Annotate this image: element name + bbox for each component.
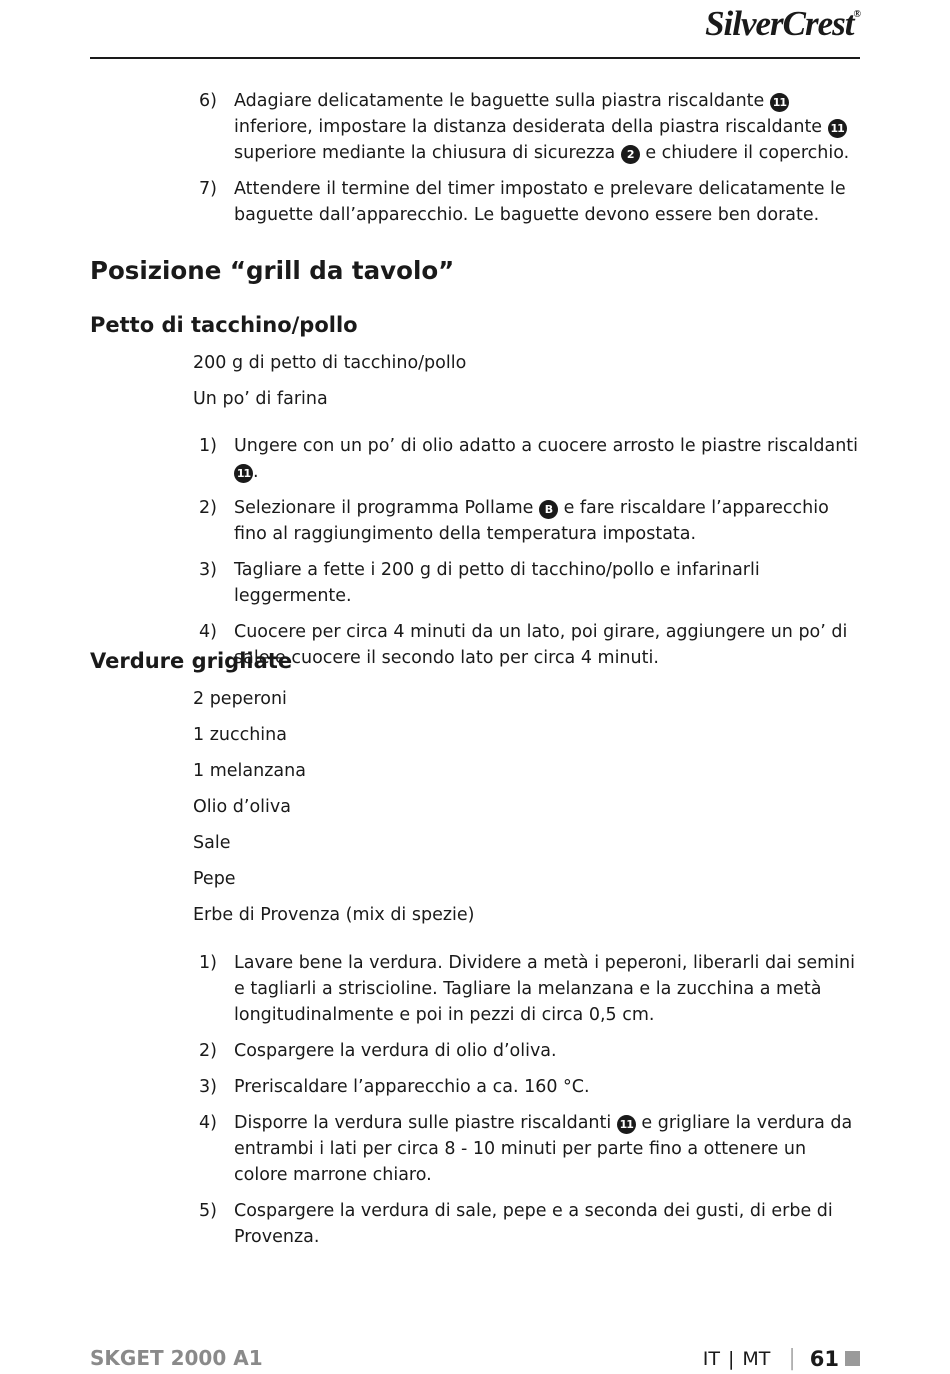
step-number: 1) bbox=[199, 953, 217, 973]
page-separator: | bbox=[788, 1346, 796, 1371]
step-text: Tagliare a fette i 200 g di petto di tacchino/pollo e infarinarli leggermente. bbox=[234, 560, 760, 606]
step-number: 3) bbox=[199, 560, 217, 580]
step-number: 5) bbox=[199, 1201, 217, 1221]
list-item: 1) Ungere con un po’ di olio adatto a cuocere arrosto le piastre riscaldanti 11 . bbox=[0, 433, 858, 485]
step-text: Cospargere la verdura di sale, pepe e a seconda dei gusti, di erbe di Provenza. bbox=[234, 1201, 833, 1247]
language-code: MT bbox=[742, 1347, 771, 1370]
step-number: 2) bbox=[199, 1041, 217, 1061]
page-marker-square bbox=[845, 1351, 860, 1366]
footer-page-info bbox=[703, 1346, 860, 1371]
intro-steps bbox=[0, 88, 950, 238]
program-badge: B bbox=[539, 500, 558, 519]
step-text: Cuocere per circa 4 minuti da un lato, poi girare, aggiungere un po’ di sale e cuocere il secondo lato per circa 4 minuti. bbox=[234, 622, 848, 668]
veggies-title: Verdure grigliate bbox=[90, 649, 293, 673]
turkey-title: Petto di tacchino/pollo bbox=[90, 313, 358, 337]
step-number: 2) bbox=[199, 498, 217, 518]
list-item: 6) Adagiare delicatamente le baguette sulla piastra riscaldante 11 inferiore, impostare la distanza desiderata della piastra riscaldante 11 superiore mediante la chiusura di sicurezza 2 e chiudere il coperchio. bbox=[0, 88, 858, 166]
page-number: 61 bbox=[809, 1346, 839, 1371]
veggies-ingredients bbox=[193, 686, 475, 938]
step-number: 4) bbox=[199, 1113, 217, 1133]
step-text: Preriscaldare l’apparecchio a ca. 160 °C. bbox=[234, 1077, 590, 1097]
ingredient: Pepe bbox=[193, 869, 236, 889]
turkey-steps bbox=[0, 433, 950, 681]
list-item bbox=[0, 557, 858, 609]
ingredient: Olio d’oliva bbox=[193, 797, 291, 817]
veggies-steps bbox=[0, 950, 950, 1260]
registered-mark: ® bbox=[853, 9, 860, 20]
part-number-badge: 11 bbox=[770, 93, 789, 112]
step-number: 1) bbox=[199, 436, 217, 456]
ingredient: Sale bbox=[193, 833, 231, 853]
ingredient: 1 melanzana bbox=[193, 761, 306, 781]
list-item bbox=[0, 950, 858, 1028]
list-item: 2) Selezionare il programma Pollame B e fare riscaldare l’apparecchio fino al raggiungimento della temperatura impostata. bbox=[0, 495, 858, 547]
ingredient: 200 g di petto di tacchino/pollo bbox=[193, 353, 467, 373]
list-item bbox=[0, 176, 858, 228]
ingredient: 1 zucchina bbox=[193, 725, 287, 745]
step-number: 7) bbox=[199, 179, 217, 199]
brand-logo-text: SilverCrest bbox=[705, 4, 854, 43]
part-number-badge: 2 bbox=[621, 145, 640, 164]
list-item bbox=[0, 1198, 858, 1250]
ingredient: Un po’ di farina bbox=[193, 389, 328, 409]
ingredient: Erbe di Provenza (mix di spezie) bbox=[193, 905, 475, 925]
header-rule bbox=[90, 57, 860, 59]
step-text: Cospargere la verdura di olio d’oliva. bbox=[234, 1041, 557, 1061]
step-text: Attendere il termine del timer impostato e prelevare delicatamente le baguette dall’apparecchio. Le baguette devono essere ben dorate. bbox=[234, 179, 846, 225]
footer-model: SKGET 2000 A1 bbox=[90, 1346, 263, 1370]
part-number-badge: 11 bbox=[234, 464, 253, 483]
step-number: 4) bbox=[199, 622, 217, 642]
language-separator: | bbox=[727, 1347, 735, 1370]
list-item: 4) Disporre la verdura sulle piastre riscaldanti 11 e grigliare la verdura da entrambi i lati per circa 8 - 10 minuti per parte fino a ottenere un colore marrone chiaro. bbox=[0, 1110, 858, 1188]
step-number: 6) bbox=[199, 91, 217, 111]
step-text: Lavare bene la verdura. Dividere a metà i peperoni, liberarli dai semini e tagliarli a striscioline. Tagliare la melanzana e la zucchina a metà longitudinalmente e poi in pezzi di circa 0,5 cm. bbox=[234, 953, 855, 1025]
brand-logo bbox=[705, 6, 860, 41]
list-item bbox=[0, 1074, 858, 1100]
turkey-ingredients bbox=[193, 350, 466, 422]
language-code: IT bbox=[702, 1347, 720, 1370]
section-title: Posizione “grill da tavolo” bbox=[90, 256, 455, 285]
list-item bbox=[0, 1038, 858, 1064]
ingredient: 2 peperoni bbox=[193, 689, 287, 709]
part-number-badge: 11 bbox=[828, 119, 847, 138]
part-number-badge: 11 bbox=[617, 1115, 636, 1134]
step-number: 3) bbox=[199, 1077, 217, 1097]
